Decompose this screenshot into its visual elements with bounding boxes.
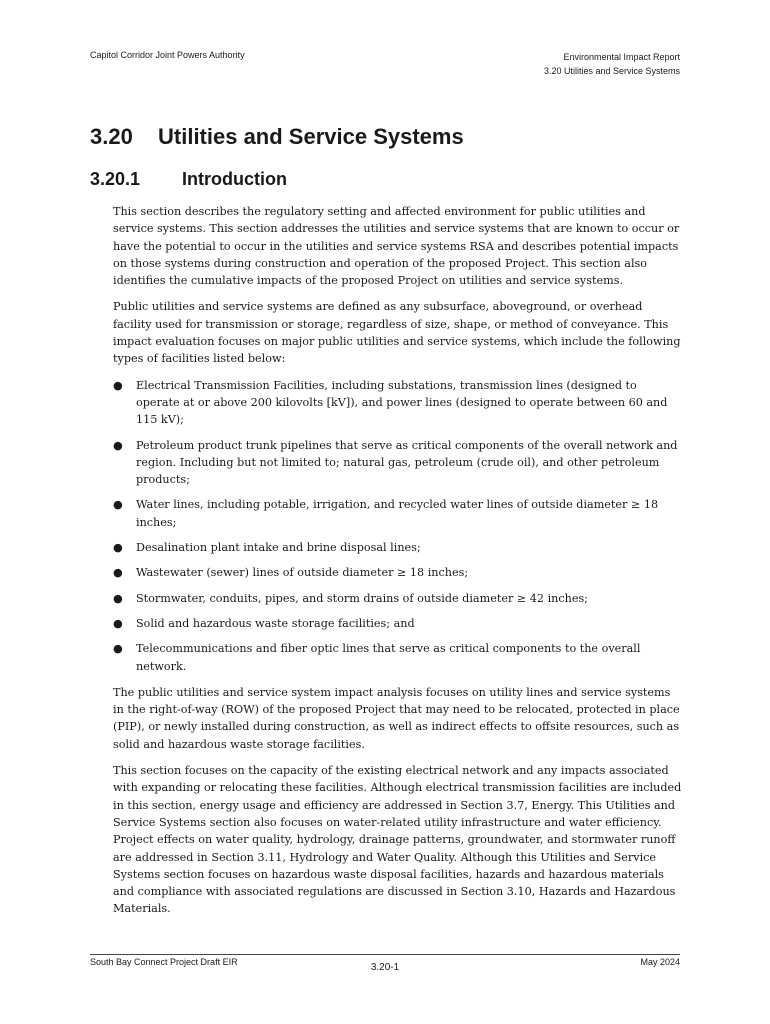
bullet-icon: ● (113, 642, 123, 656)
list-item-text: Desalination plant intake and brine disposal lines; (136, 541, 421, 555)
footer-document-title: South Bay Connect Project Draft EIR (90, 957, 238, 967)
bullet-icon: ● (113, 591, 123, 605)
subsection-number: 3.20.1 (90, 169, 141, 189)
bullet-icon: ● (113, 616, 123, 630)
subsection-heading (90, 169, 287, 190)
list-item (113, 590, 683, 607)
list-item (113, 539, 683, 556)
section-heading (90, 124, 464, 150)
paragraph: The public utilities and service system impact analysis focuses on utility lines and service systems in the right-of-way (ROW) of the proposed Project that may need to be relocated, protected in place (PIP), or newly installed during construction, as well as indirect effects to offsite resources, such as solid and hazardous waste storage facilities. (113, 685, 680, 751)
subsection-title: Introduction (182, 169, 287, 189)
bullet-icon: ● (113, 438, 123, 452)
facility-list (113, 377, 683, 675)
bullet-icon: ● (113, 566, 123, 580)
running-header-right (544, 50, 680, 78)
list-item (113, 564, 683, 581)
running-header-report: Environmental Impact Report (563, 52, 680, 62)
list-item-text: Water lines, including potable, irrigation, and recycled water lines of outside diameter ≥ 18 inches; (136, 498, 659, 529)
list-item-text: Stormwater, conduits, pipes, and storm drains of outside diameter ≥ 42 inches; (136, 591, 588, 605)
footer-rule (90, 954, 680, 955)
bullet-icon: ● (113, 498, 123, 512)
paragraph: Public utilities and service systems are defined as any subsurface, aboveground, or overhead facility used for transmission or storage, regardless of size, shape, or method of conveyance. This impact evaluation focuses on major public utilities and service systems, which include the following types of facilities listed below: (113, 300, 681, 366)
footer-date: May 2024 (640, 957, 680, 967)
list-item (113, 640, 683, 675)
body-content (113, 203, 683, 927)
paragraph: This section focuses on the capacity of the existing electrical network and any impacts associated with expanding or relocating these facilities. Although electrical transmission facilities are included in this section, energy usage and efficiency are addressed in Section 3.7, Energy. This Utilities and Service Systems section also focuses on water-related utility infrastructure and water efficiency. Project effects on water quality, hydrology, drainage patterns, groundwater, and stormwater runoff are addressed in Section 3.11, Hydrology and Water Quality. Although this Utilities and Service Systems section focuses on hazardous waste disposal facilities, hazards and hazardous materials and compliance with associated regulations are discussed in Section 3.10, Hazards and Hazardous Materials. (113, 764, 682, 916)
paragraph: This section describes the regulatory setting and affected environment for public utilities and service systems. This section addresses the utilities and service systems that are known to occur or have the potential to occur in the utilities and service systems RSA and describes potential impacts on those systems during construction and operation of the proposed Project. This section also identifies the cumulative impacts of the proposed Project on utilities and service systems. (113, 205, 680, 288)
running-header-left: Capitol Corridor Joint Powers Authority (90, 50, 245, 60)
list-item (113, 496, 683, 531)
list-item-text: Petroleum product trunk pipelines that serve as critical components of the overall network and region. Including but not limited to; natural gas, petroleum (crude oil), and other petroleum products; (136, 438, 678, 487)
list-item-text: Telecommunications and fiber optic lines that serve as critical components to the overall network. (136, 642, 641, 673)
bullet-icon: ● (113, 378, 123, 392)
list-item-text: Solid and hazardous waste storage facilities; and (136, 616, 415, 630)
bullet-icon: ● (113, 541, 123, 555)
list-item (113, 377, 683, 429)
list-item (113, 437, 683, 489)
list-item-text: Electrical Transmission Facilities, including substations, transmission lines (designed to operate at or above 200 kilovolts [kV]), and power lines (designed to operate between 60 and 115 kV); (136, 378, 668, 427)
page-number: 3.20-1 (370, 962, 400, 973)
list-item-text: Wastewater (sewer) lines of outside diameter ≥ 18 inches; (136, 566, 469, 580)
running-header-section: 3.20 Utilities and Service Systems (543, 66, 680, 76)
section-title: Utilities and Service Systems (158, 124, 464, 149)
section-number: 3.20 (90, 124, 133, 149)
list-item (113, 615, 683, 632)
